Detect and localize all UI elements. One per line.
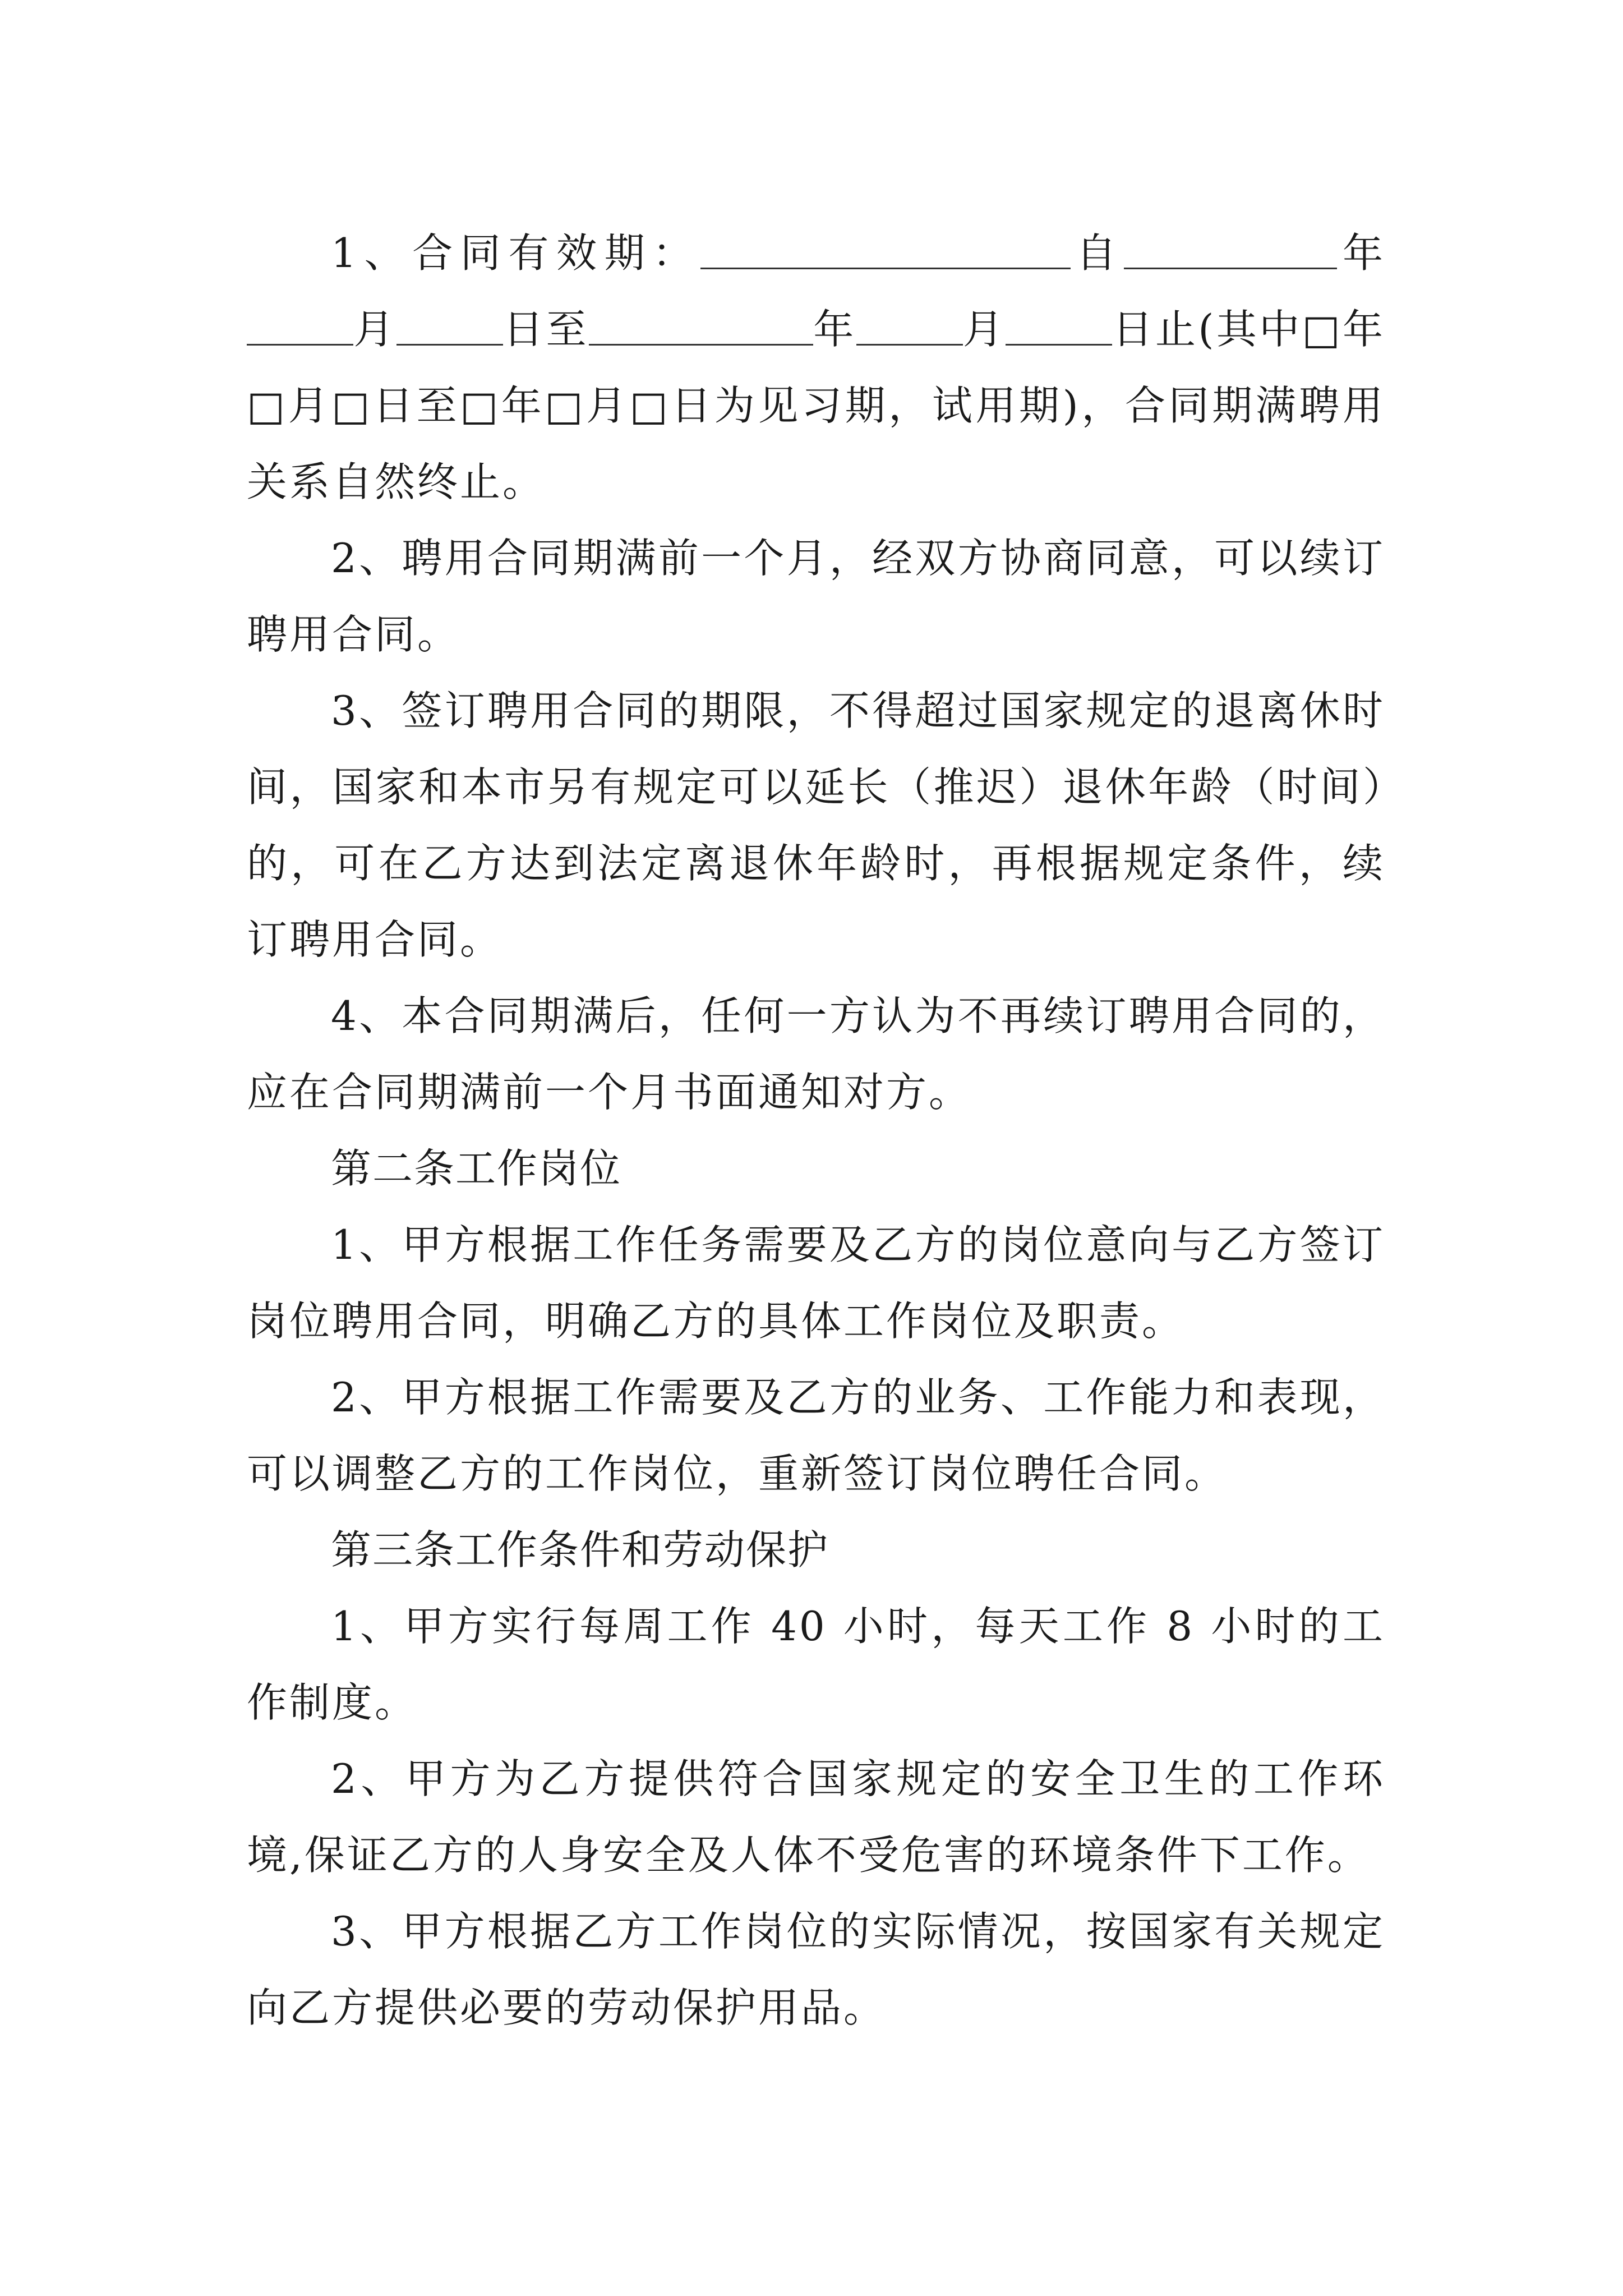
contract-term-blank[interactable] [700, 232, 1071, 269]
safe-environment-paragraph: 2、甲方为乙方提供符合国家规定的安全卫生的工作环境,保证乙方的人身安全及人体不受危害的环境条件下工作。 [247, 1755, 1385, 1879]
contract-term-lead: 1、合同有效期： [331, 229, 701, 277]
from-label: 自 [1071, 229, 1124, 277]
day-to-label: 日至 [502, 306, 589, 353]
position-adjustment-paragraph: 2、甲方根据工作需要及乙方的业务、工作能力和表现，可以调整乙方的工作岗位，重新签订岗位聘任合同。 [247, 1374, 1385, 1497]
start-month-blank[interactable] [247, 308, 353, 346]
start-year-blank[interactable] [1124, 232, 1337, 269]
month-label: 月 [353, 306, 396, 353]
article-3-heading: 第三条工作条件和劳动保护 [331, 1526, 829, 1573]
contract-term-rest: 日止(其中□年□月□日至□年□月□日为见习期，试用期)，合同期满聘用关系自然终止。 [247, 306, 1385, 505]
contract-page [247, 215, 1385, 2046]
contract-term-paragraph [247, 215, 1385, 520]
month-label: 月 [962, 306, 1006, 353]
position-assignment-paragraph: 1、甲方根据工作任务需要及乙方的岗位意向与乙方签订岗位聘用合同，明确乙方的具体工作岗位及职责。 [247, 1221, 1385, 1345]
term-limit-paragraph: 3、签订聘用合同的期限，不得超过国家规定的退离休时间，国家和本市另有规定可以延长（推迟）退休年龄（时间）的，可在乙方达到法定离退休年龄时，再根据规定条件，续订聘用合同。 [247, 687, 1385, 963]
expiry-notice-paragraph: 4、本合同期满后，任何一方认为不再续订聘用合同的，应在合同期满前一个月书面通知对方。 [247, 992, 1385, 1116]
article-2-heading: 第二条工作岗位 [331, 1145, 622, 1192]
working-hours-paragraph: 1、甲方实行每周工作 40 小时，每天工作 8 小时的工作制度。 [247, 1603, 1385, 1726]
renewal-paragraph: 2、聘用合同期满前一个月，经双方协商同意，可以续订聘用合同。 [247, 535, 1385, 658]
end-month-blank[interactable] [856, 308, 963, 346]
year-label: 年 [1337, 229, 1385, 277]
year-label: 年 [813, 306, 856, 353]
end-day-blank[interactable] [1006, 308, 1112, 346]
end-year-blank[interactable] [589, 308, 813, 346]
start-day-blank[interactable] [396, 308, 503, 346]
protective-equipment-paragraph: 3、甲方根据乙方工作岗位的实际情况，按国家有关规定向乙方提供必要的劳动保护用品。 [247, 1908, 1385, 2031]
